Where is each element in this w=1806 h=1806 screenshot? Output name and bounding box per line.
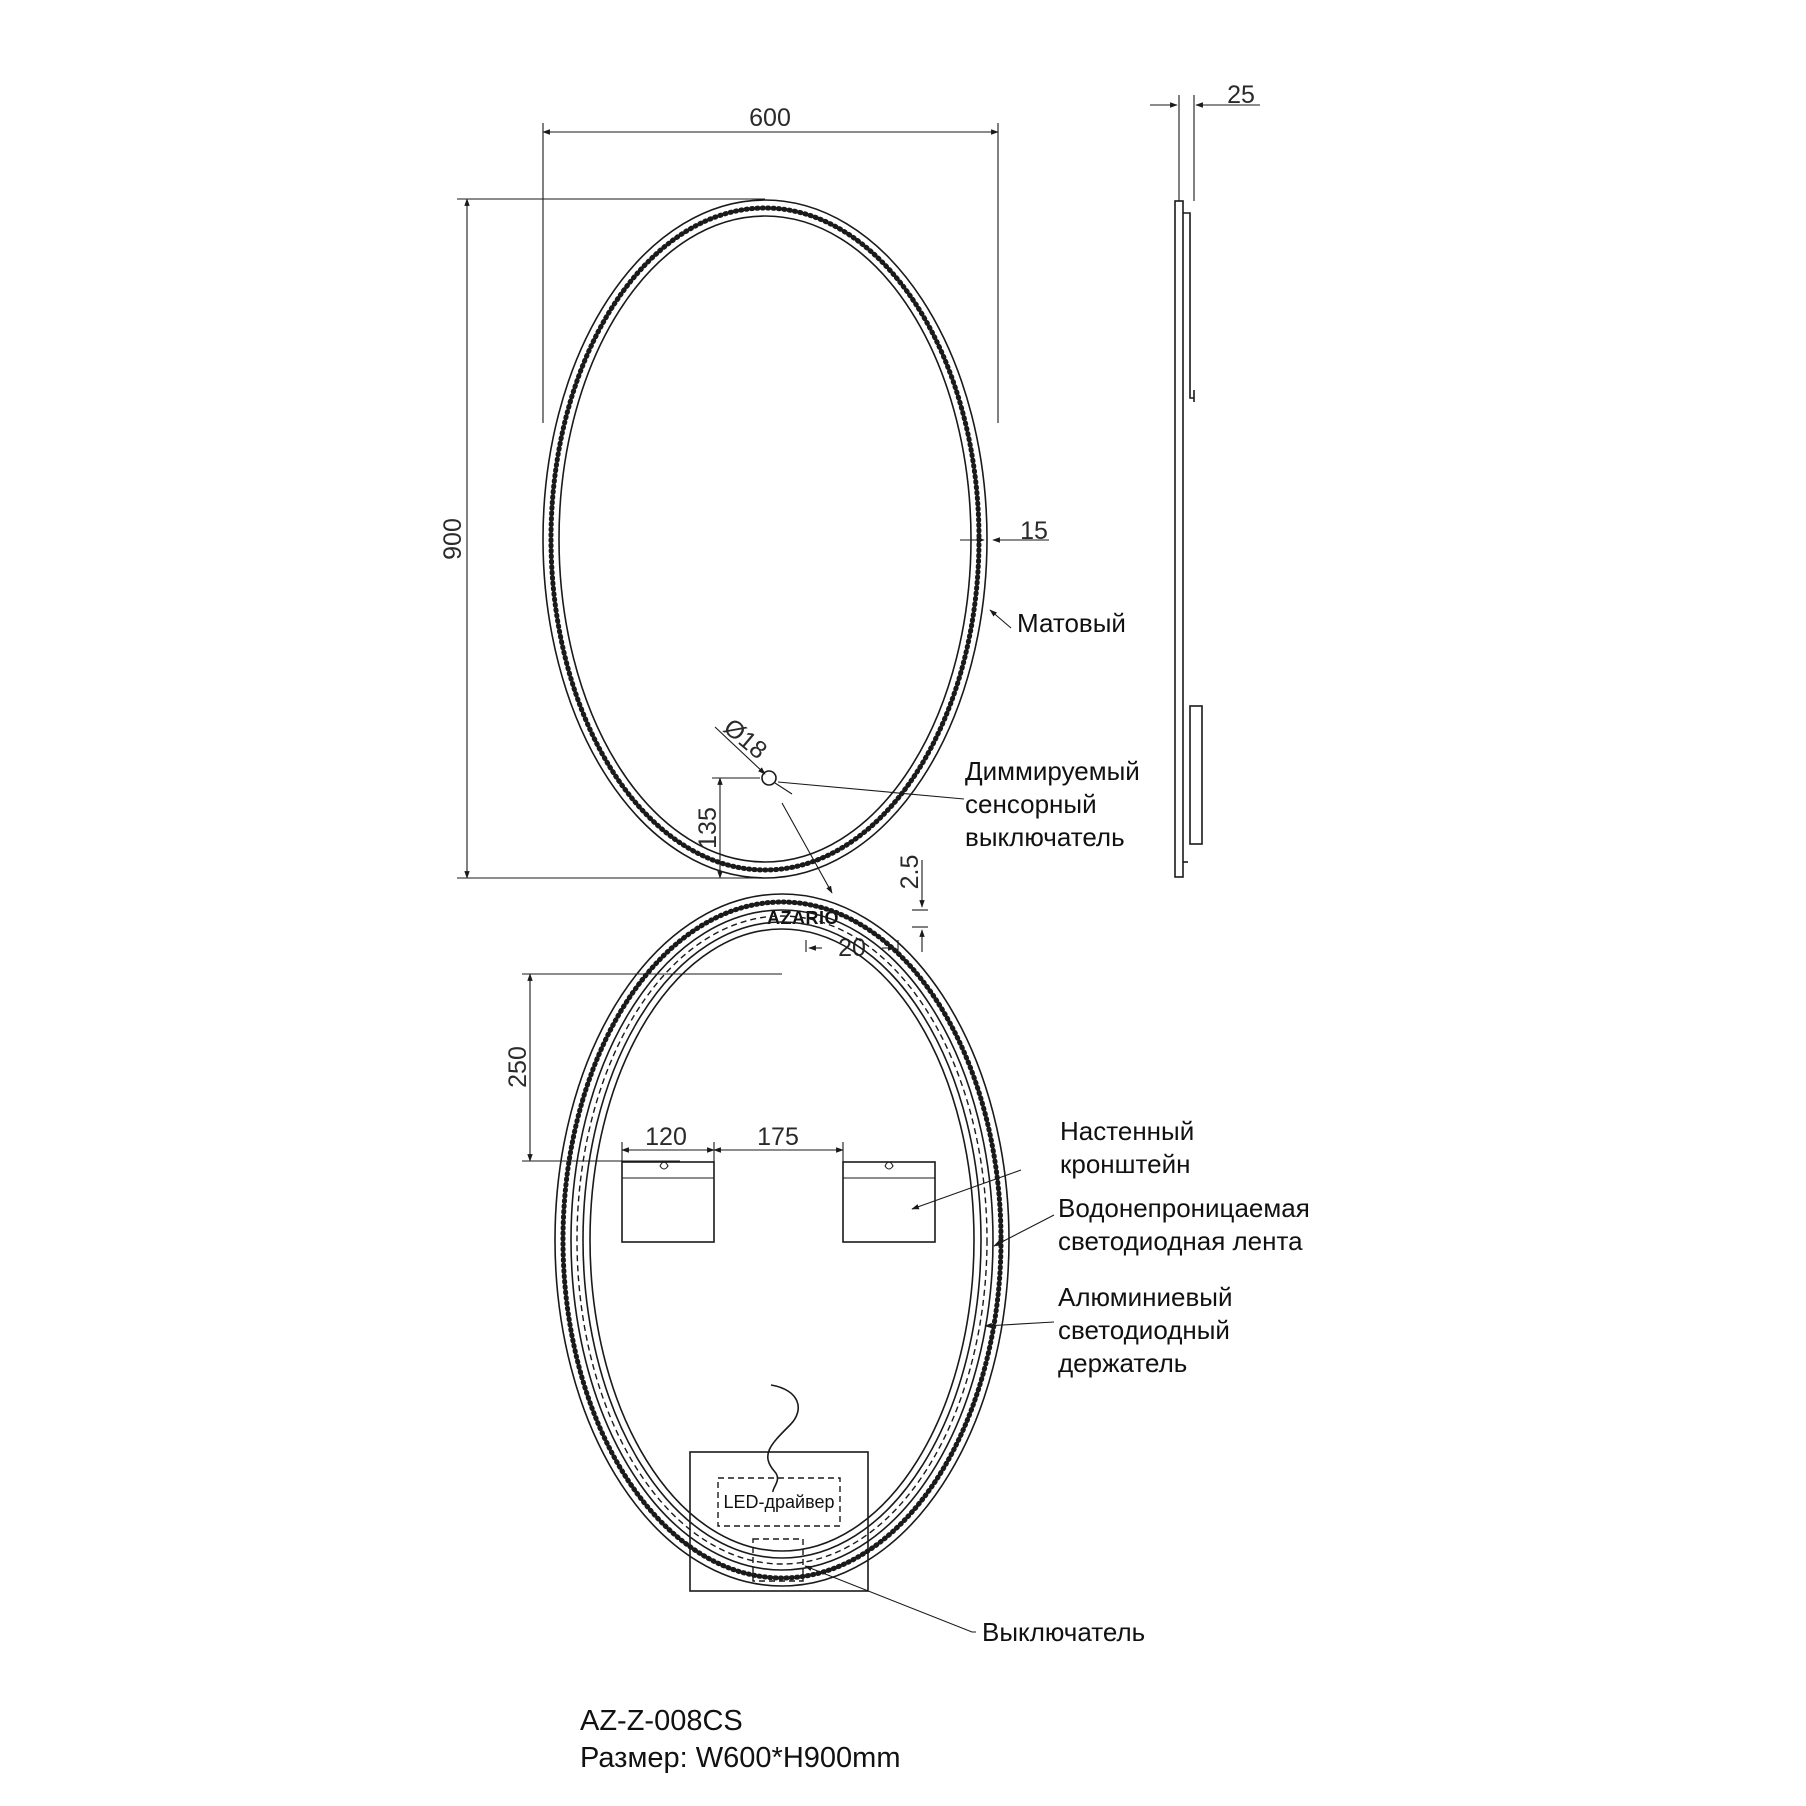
dim-logo-width: 20 [838, 934, 866, 962]
label-wall-bracket-1: Настенный [1060, 1116, 1195, 1146]
matte-frame-texture [551, 208, 979, 870]
dim-bracket-spacing [622, 1123, 843, 1162]
product-model: AZ-Z-008CS [580, 1705, 743, 1737]
callout-waterproof-strip [994, 1193, 1310, 1256]
side-glass [1175, 201, 1183, 877]
cable [768, 1385, 798, 1492]
label-led-driver: LED-драйвер [723, 1492, 835, 1512]
dim-depth-label: 25 [1227, 81, 1255, 109]
dim-switch-offset-label: 135 [694, 807, 722, 849]
callout-aluminum-holder [985, 1282, 1232, 1378]
rear-ring-1 [571, 910, 993, 1570]
dim-height [439, 199, 765, 878]
label-switch: Выключатель [982, 1617, 1146, 1647]
label-matte: Матовый [1017, 608, 1126, 638]
rear-view [504, 894, 1310, 1647]
dim-bracket-spacing-label: 175 [757, 1123, 799, 1151]
logo-detail [767, 803, 928, 962]
side-driver-box [1190, 706, 1202, 844]
dim-bracket-offset-label: 120 [645, 1123, 687, 1151]
dim-frame-width [960, 517, 1049, 545]
dim-bracket-top-label: 250 [504, 1046, 532, 1088]
brand-logo: AZARIO [767, 908, 839, 928]
label-wall-bracket-2: кронштейн [1060, 1149, 1191, 1179]
label-waterproof-strip-2: светодиодная лента [1058, 1226, 1303, 1256]
touch-switch [715, 713, 1140, 852]
dim-switch-diameter: Ø18 [718, 713, 773, 765]
dim-logo-height: 2.5 [896, 854, 924, 890]
led-strip [577, 916, 987, 1564]
label-aluminum-holder-1: Алюминиевый [1058, 1282, 1233, 1312]
label-dimmable-switch-1: Диммируемый [965, 756, 1140, 786]
wall-bracket-left [622, 1162, 714, 1242]
label-aluminum-holder-2: светодиодный [1058, 1315, 1230, 1345]
label-aluminum-holder-3: держатель [1058, 1348, 1188, 1378]
rear-ring-2 [583, 922, 981, 1558]
label-dimmable-switch-3: выключатель [965, 822, 1125, 852]
label-dimmable-switch-2: сенсорный [965, 789, 1097, 819]
front-view [439, 104, 1140, 962]
dim-frame-width-label: 15 [1020, 517, 1048, 545]
wall-bracket-right [843, 1162, 935, 1242]
title-block [580, 1705, 900, 1774]
callout-matte [990, 608, 1126, 638]
dim-width-label: 600 [749, 104, 791, 132]
dim-height-label: 900 [439, 518, 467, 560]
mirror-inner-edge [559, 216, 971, 862]
rear-inner-edge [590, 929, 974, 1551]
dim-width [543, 104, 998, 423]
product-size: Размер: W600*H900mm [580, 1742, 901, 1774]
callout-switch [805, 1566, 1145, 1647]
mirror-outer-edge [543, 200, 987, 878]
label-waterproof-strip-1: Водонепроницаемая [1058, 1193, 1310, 1223]
rear-outer-edge [555, 894, 1009, 1586]
side-view [1150, 81, 1260, 877]
